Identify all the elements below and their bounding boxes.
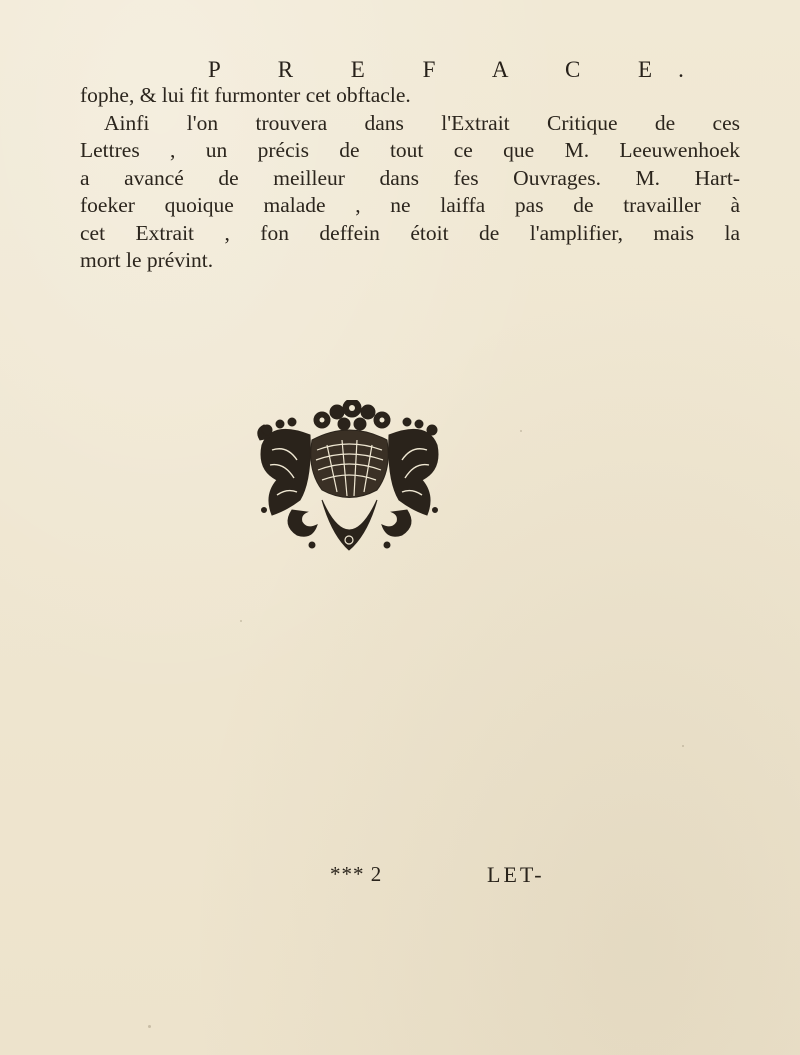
body-text	[80, 82, 740, 275]
signature-mark: *** 2	[330, 862, 383, 886]
paper-speck	[240, 620, 242, 622]
text-line: Ainfi l'on trouvera dans l'Extrait Critique de ces	[104, 110, 740, 135]
paper-speck	[148, 1025, 151, 1028]
text-line: Lettres , un précis de tout ce que M. Leeuwenhoek	[80, 138, 740, 162]
text-line: foeker quoique malade , ne laiffa pas de travailler à	[80, 193, 740, 217]
text-line: fophe, & lui fit furmonter cet obftacle.	[80, 83, 411, 107]
paper-speck	[520, 430, 522, 432]
paper-speck	[682, 745, 684, 747]
running-head: P R E F A C E.	[208, 57, 710, 82]
text-line: cet Extrait , fon deffein étoit de l'amplifier, mais la	[80, 220, 740, 245]
text-line: a avancé de meilleur dans fes Ouvrages. M. Hart-	[80, 165, 740, 190]
text-line: mort le prévint.	[80, 248, 214, 272]
floral-vignette-ornament	[252, 400, 447, 570]
catchword: LET-	[487, 862, 545, 887]
